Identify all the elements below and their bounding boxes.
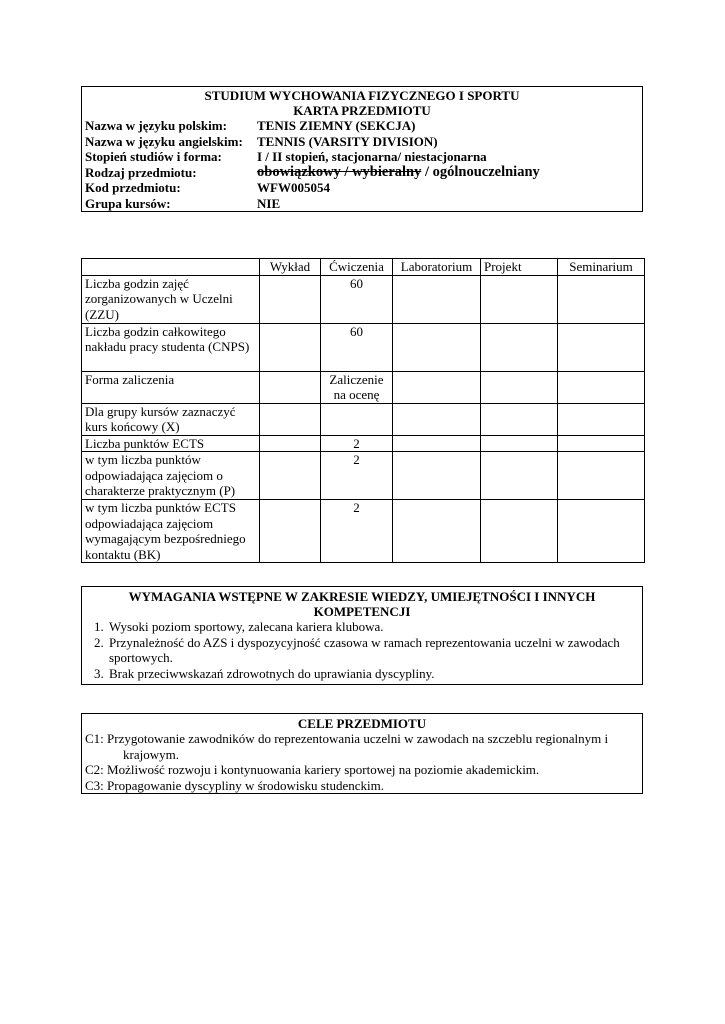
cell-project [481, 500, 558, 563]
field-english-name [85, 134, 639, 150]
field-label: Grupa kursów: [85, 195, 171, 211]
cell-laboratory [393, 371, 481, 403]
cell-exercises: 2 [321, 452, 393, 500]
field-label: Nazwa w języku polskim: [85, 118, 227, 133]
field-course-type [85, 165, 639, 181]
cell-project [481, 403, 558, 435]
cell-seminar [558, 275, 645, 323]
requirements-box [81, 586, 643, 685]
cell-laboratory [393, 323, 481, 371]
header-cell-exercises: Ćwiczenia [321, 259, 393, 276]
cell-laboratory [393, 500, 481, 563]
cell-project [481, 371, 558, 403]
header-cell-seminar: Seminarium [558, 259, 645, 276]
cell-lecture [260, 403, 321, 435]
header-cell [82, 259, 260, 276]
list-item: 3. Brak przeciwwskazań zdrowotnych do uprawiania dyscypliny. [107, 666, 639, 682]
table-row [82, 323, 645, 371]
field-value: NIE [257, 195, 281, 211]
field-label: Kod przedmiotu: [85, 180, 181, 195]
goal-item: C3: Propagowanie dyscypliny w środowisku studenckim. [85, 777, 384, 793]
cell-lecture [260, 275, 321, 323]
goal-item: C1: Przygotowanie zawodników do reprezentowania uczelni w zawodach na szczeblu regionalnym i krajowym. [85, 731, 609, 762]
field-value [257, 165, 639, 181]
cell-exercises: 60 [321, 323, 393, 371]
cell-laboratory [393, 452, 481, 500]
card-title: KARTA PRZEDMIOTU [293, 103, 431, 118]
goals-box [81, 713, 643, 794]
struck-value: obowiązkowy / wybieralny [257, 163, 422, 180]
field-label: Nazwa w języku angielskim: [85, 133, 243, 149]
cell-exercises: 2 [321, 435, 393, 452]
field-polish-name [85, 118, 639, 134]
active-value: / ogólnouczelniany [421, 163, 540, 180]
table-row [82, 500, 645, 563]
cell-laboratory [393, 403, 481, 435]
cell-exercises: Zaliczenie na ocenę [321, 371, 393, 403]
row-label: Forma zaliczenia [82, 371, 260, 403]
field-value: TENNIS (VARSITY DIVISION) [257, 133, 438, 149]
table-row [82, 435, 645, 452]
row-label: Liczba godzin zajęć zorganizowanych w Uczelni (ZZU) [82, 275, 260, 323]
cell-exercises: 2 [321, 500, 393, 563]
field-label: Stopień studiów i forma: [85, 149, 222, 164]
cell-seminar [558, 403, 645, 435]
cell-laboratory [393, 275, 481, 323]
cell-seminar [558, 435, 645, 452]
table-row [82, 452, 645, 500]
list-item: 2. Przynależność do AZS i dyspozycyjność czasowa w ramach reprezentowania uczelni w zawodach sportowych. [107, 635, 639, 666]
cell-seminar [558, 323, 645, 371]
cell-project [481, 452, 558, 500]
row-label: Liczba godzin całkowitego nakładu pracy studenta (CNPS) [82, 323, 260, 371]
field-value: WFW005054 [257, 180, 330, 195]
cell-laboratory [393, 435, 481, 452]
table-row [82, 275, 645, 323]
goal-item: C2: Możliwość rozwoju i kontynuowania kariery sportowej na poziomie akademickim. [85, 762, 540, 777]
table-row [82, 403, 645, 435]
cell-project [481, 435, 558, 452]
goals-title: CELE PRZEDMIOTU [297, 716, 427, 731]
cell-seminar [558, 371, 645, 403]
header-cell-lecture: Wykład [260, 259, 321, 276]
field-course-code [85, 180, 639, 196]
requirements-list [85, 619, 639, 681]
hours-table [81, 258, 645, 563]
course-header-box [81, 86, 643, 212]
study-title: STUDIUM WYCHOWANIA FIZYCZNEGO I SPORTU [204, 88, 520, 103]
cell-seminar [558, 500, 645, 563]
list-item: 1. Wysoki poziom sportowy, zalecana kariera klubowa. [107, 619, 639, 635]
cell-project [481, 275, 558, 323]
table-header-row [82, 259, 645, 276]
requirements-title: WYMAGANIA WSTĘPNE W ZAKRESIE WIEDZY, UMIEJĘTNOŚCI I INNYCH KOMPETENCJI [128, 589, 596, 619]
row-label: Liczba punktów ECTS [82, 435, 260, 452]
field-value: TENIS ZIEMNY (SEKCJA) [257, 118, 416, 133]
cell-exercises [321, 403, 393, 435]
cell-project [481, 323, 558, 371]
field-course-group [85, 196, 639, 212]
cell-exercises: 60 [321, 275, 393, 323]
cell-lecture [260, 323, 321, 371]
cell-seminar [558, 452, 645, 500]
field-value: I / II stopień, stacjonarna/ niestacjonarna [257, 149, 487, 164]
cell-lecture [260, 452, 321, 500]
header-cell-laboratory: Laboratorium [393, 259, 481, 276]
field-label: Rodzaj przedmiotu: [85, 164, 197, 180]
row-label: Dla grupy kursów zaznaczyć kurs końcowy (X) [82, 403, 260, 435]
table-row [82, 371, 645, 403]
row-label: w tym liczba punktów odpowiadająca zajęciom o charakterze praktycznym (P) [82, 452, 260, 500]
cell-lecture [260, 500, 321, 563]
header-cell-project: Projekt [481, 259, 558, 276]
cell-lecture [260, 371, 321, 403]
field-degree-form [85, 149, 639, 165]
cell-lecture [260, 435, 321, 452]
row-label: w tym liczba punktów ECTS odpowiadająca zajęciom wymagającym bezpośredniego kontaktu (BK) [82, 500, 260, 563]
